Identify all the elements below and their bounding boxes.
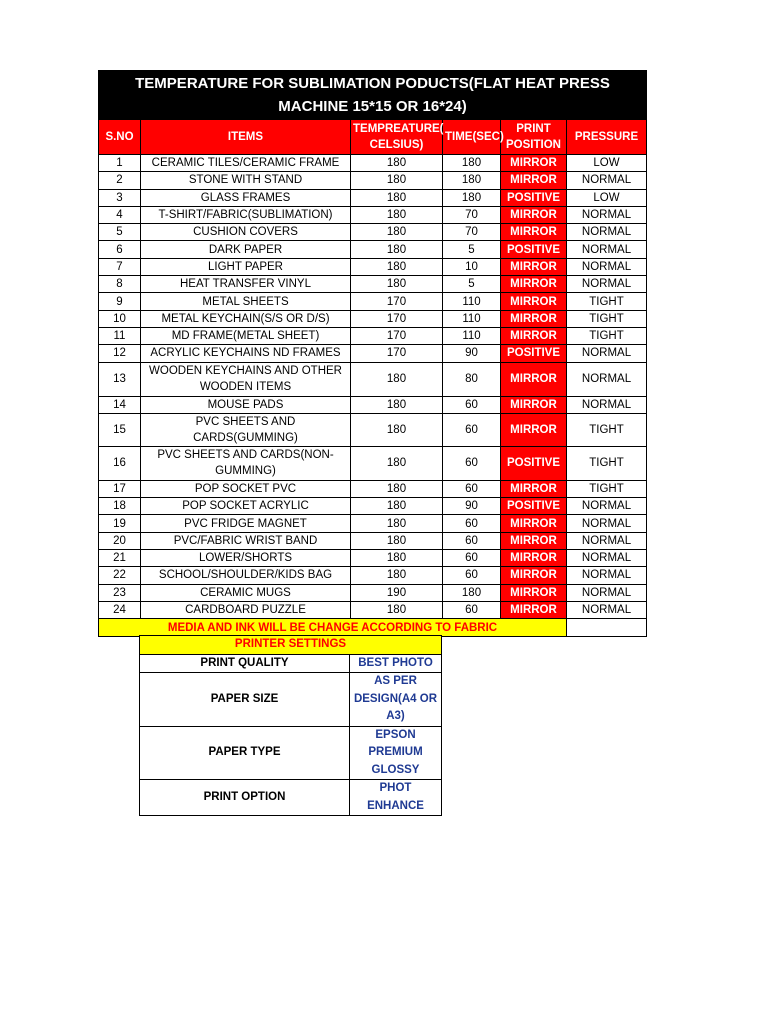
table-row — [99, 206, 647, 223]
header-print-position: PRINT POSITION — [501, 120, 567, 155]
cell-temperature: 170 — [351, 293, 443, 310]
cell-sno: 11 — [99, 327, 141, 344]
cell-pressure: NORMAL — [567, 241, 647, 258]
cell-item: PVC/FABRIC WRIST BAND — [141, 532, 351, 549]
cell-temperature: 180 — [351, 241, 443, 258]
cell-print-position: MIRROR — [501, 413, 567, 446]
cell-item: PVC SHEETS AND CARDS(GUMMING) — [141, 413, 351, 446]
setting-value: AS PER DESIGN(A4 OR A3) — [350, 673, 442, 727]
setting-value: BEST PHOTO — [350, 654, 442, 673]
setting-value: PHOT ENHANCE — [350, 780, 442, 816]
cell-temperature: 180 — [351, 396, 443, 413]
cell-item: SCHOOL/SHOULDER/KIDS BAG — [141, 567, 351, 584]
cell-print-position: MIRROR — [501, 276, 567, 293]
cell-item: METAL KEYCHAIN(S/S OR D/S) — [141, 310, 351, 327]
table-row — [99, 155, 647, 172]
cell-print-position: MIRROR — [501, 362, 567, 396]
header-temperature: TEMPREATURE( CELSIUS) — [351, 120, 443, 155]
cell-print-position: MIRROR — [501, 601, 567, 618]
cell-print-position: POSITIVE — [501, 345, 567, 362]
header-pressure: PRESSURE — [567, 120, 647, 155]
cell-time: 180 — [443, 172, 501, 189]
cell-pressure: NORMAL — [567, 601, 647, 618]
cell-print-position: MIRROR — [501, 310, 567, 327]
cell-print-position: MIRROR — [501, 224, 567, 241]
header-sno: S.NO — [99, 120, 141, 155]
sublimation-sheet — [98, 70, 646, 637]
cell-sno: 3 — [99, 189, 141, 206]
cell-time: 90 — [443, 498, 501, 515]
cell-pressure: TIGHT — [567, 446, 647, 480]
cell-sno: 22 — [99, 567, 141, 584]
cell-sno: 6 — [99, 241, 141, 258]
cell-item: ACRYLIC KEYCHAINS ND FRAMES — [141, 345, 351, 362]
cell-temperature: 180 — [351, 189, 443, 206]
cell-pressure: TIGHT — [567, 327, 647, 344]
cell-pressure: NORMAL — [567, 345, 647, 362]
cell-print-position: MIRROR — [501, 532, 567, 549]
cell-time: 180 — [443, 155, 501, 172]
cell-sno: 23 — [99, 584, 141, 601]
cell-item: LIGHT PAPER — [141, 258, 351, 275]
table-row — [99, 567, 647, 584]
column-header-row — [99, 120, 647, 155]
cell-pressure: NORMAL — [567, 206, 647, 223]
cell-item: METAL SHEETS — [141, 293, 351, 310]
printer-settings-title: PRINTER SETTINGS — [140, 636, 442, 655]
cell-pressure: NORMAL — [567, 172, 647, 189]
cell-time: 60 — [443, 413, 501, 446]
cell-time: 70 — [443, 224, 501, 241]
cell-sno: 10 — [99, 310, 141, 327]
cell-pressure: NORMAL — [567, 567, 647, 584]
printer-settings-table — [139, 635, 442, 816]
cell-sno: 19 — [99, 515, 141, 532]
cell-item: PVC FRIDGE MAGNET — [141, 515, 351, 532]
setting-label: PRINT QUALITY — [140, 654, 350, 673]
header-items: ITEMS — [141, 120, 351, 155]
table-row — [99, 362, 647, 396]
cell-item: DARK PAPER — [141, 241, 351, 258]
cell-time: 10 — [443, 258, 501, 275]
cell-temperature: 180 — [351, 155, 443, 172]
header-time: TIME(SEC) — [443, 120, 501, 155]
table-row — [99, 396, 647, 413]
table-row — [99, 498, 647, 515]
cell-print-position: MIRROR — [501, 293, 567, 310]
cell-item: CERAMIC MUGS — [141, 584, 351, 601]
cell-item: POP SOCKET ACRYLIC — [141, 498, 351, 515]
table-row — [99, 276, 647, 293]
settings-row — [140, 673, 442, 727]
cell-temperature: 180 — [351, 276, 443, 293]
cell-time: 60 — [443, 446, 501, 480]
cell-print-position: MIRROR — [501, 550, 567, 567]
table-row — [99, 327, 647, 344]
cell-pressure: NORMAL — [567, 224, 647, 241]
cell-time: 60 — [443, 515, 501, 532]
cell-temperature: 180 — [351, 224, 443, 241]
cell-sno: 20 — [99, 532, 141, 549]
cell-sno: 12 — [99, 345, 141, 362]
table-row — [99, 241, 647, 258]
cell-sno: 2 — [99, 172, 141, 189]
cell-temperature: 180 — [351, 446, 443, 480]
cell-pressure: NORMAL — [567, 362, 647, 396]
cell-item: GLASS FRAMES — [141, 189, 351, 206]
cell-item: MOUSE PADS — [141, 396, 351, 413]
cell-print-position: POSITIVE — [501, 189, 567, 206]
table-row — [99, 293, 647, 310]
cell-pressure: TIGHT — [567, 480, 647, 497]
cell-pressure: LOW — [567, 189, 647, 206]
setting-label: PAPER SIZE — [140, 673, 350, 727]
cell-print-position: MIRROR — [501, 480, 567, 497]
table-row — [99, 345, 647, 362]
cell-pressure: NORMAL — [567, 584, 647, 601]
cell-temperature: 170 — [351, 310, 443, 327]
cell-print-position: MIRROR — [501, 206, 567, 223]
cell-pressure: NORMAL — [567, 258, 647, 275]
sublimation-temperature-table — [98, 70, 647, 637]
cell-time: 60 — [443, 567, 501, 584]
cell-pressure: NORMAL — [567, 550, 647, 567]
table-row — [99, 515, 647, 532]
cell-pressure: NORMAL — [567, 515, 647, 532]
table-row — [99, 532, 647, 549]
cell-sno: 9 — [99, 293, 141, 310]
cell-temperature: 180 — [351, 498, 443, 515]
table-title: TEMPERATURE FOR SUBLIMATION PODUCTS(FLAT HEAT PRESS MACHINE 15*15 OR 16*24) — [99, 71, 647, 120]
settings-row — [140, 654, 442, 673]
cell-print-position: MIRROR — [501, 327, 567, 344]
cell-pressure: NORMAL — [567, 532, 647, 549]
cell-time: 80 — [443, 362, 501, 396]
table-row — [99, 224, 647, 241]
cell-sno: 13 — [99, 362, 141, 396]
cell-temperature: 180 — [351, 532, 443, 549]
cell-pressure: NORMAL — [567, 498, 647, 515]
cell-sno: 7 — [99, 258, 141, 275]
cell-print-position: POSITIVE — [501, 241, 567, 258]
cell-temperature: 180 — [351, 413, 443, 446]
cell-time: 5 — [443, 276, 501, 293]
cell-sno: 15 — [99, 413, 141, 446]
cell-temperature: 180 — [351, 567, 443, 584]
cell-time: 110 — [443, 310, 501, 327]
table-row — [99, 584, 647, 601]
cell-item: PVC SHEETS AND CARDS(NON-GUMMING) — [141, 446, 351, 480]
cell-temperature: 180 — [351, 206, 443, 223]
cell-item: WOODEN KEYCHAINS AND OTHER WOODEN ITEMS — [141, 362, 351, 396]
setting-value: EPSON PREMIUM GLOSSY — [350, 726, 442, 780]
cell-item: HEAT TRANSFER VINYL — [141, 276, 351, 293]
cell-time: 60 — [443, 550, 501, 567]
table-row — [99, 310, 647, 327]
cell-sno: 14 — [99, 396, 141, 413]
cell-print-position: POSITIVE — [501, 446, 567, 480]
cell-temperature: 180 — [351, 480, 443, 497]
table-row — [99, 172, 647, 189]
cell-time: 5 — [443, 241, 501, 258]
table-body — [99, 155, 647, 619]
setting-label: PRINT OPTION — [140, 780, 350, 816]
cell-item: T-SHIRT/FABRIC(SUBLIMATION) — [141, 206, 351, 223]
cell-time: 70 — [443, 206, 501, 223]
settings-row — [140, 780, 442, 816]
cell-temperature: 180 — [351, 550, 443, 567]
cell-print-position: MIRROR — [501, 396, 567, 413]
cell-time: 60 — [443, 532, 501, 549]
fabric-note: MEDIA AND INK WILL BE CHANGE ACCORDING TO FABRIC — [99, 619, 567, 637]
table-row — [99, 480, 647, 497]
cell-time: 110 — [443, 293, 501, 310]
cell-time: 110 — [443, 327, 501, 344]
table-row — [99, 550, 647, 567]
cell-pressure: LOW — [567, 155, 647, 172]
cell-time: 60 — [443, 480, 501, 497]
cell-temperature: 170 — [351, 327, 443, 344]
cell-sno: 21 — [99, 550, 141, 567]
cell-print-position: MIRROR — [501, 155, 567, 172]
cell-print-position: MIRROR — [501, 515, 567, 532]
cell-temperature: 180 — [351, 362, 443, 396]
cell-temperature: 190 — [351, 584, 443, 601]
printer-settings-body — [140, 654, 442, 816]
cell-pressure: NORMAL — [567, 276, 647, 293]
cell-sno: 17 — [99, 480, 141, 497]
cell-time: 180 — [443, 189, 501, 206]
cell-pressure: NORMAL — [567, 396, 647, 413]
cell-print-position: MIRROR — [501, 584, 567, 601]
cell-time: 180 — [443, 584, 501, 601]
table-row — [99, 446, 647, 480]
cell-print-position: MIRROR — [501, 258, 567, 275]
cell-sno: 1 — [99, 155, 141, 172]
table-row — [99, 189, 647, 206]
cell-temperature: 180 — [351, 258, 443, 275]
table-row — [99, 258, 647, 275]
note-blank-cell — [567, 619, 647, 637]
cell-sno: 24 — [99, 601, 141, 618]
cell-temperature: 180 — [351, 601, 443, 618]
settings-row — [140, 726, 442, 780]
cell-sno: 8 — [99, 276, 141, 293]
cell-item: STONE WITH STAND — [141, 172, 351, 189]
cell-time: 60 — [443, 396, 501, 413]
cell-temperature: 180 — [351, 172, 443, 189]
table-row — [99, 413, 647, 446]
cell-item: CUSHION COVERS — [141, 224, 351, 241]
cell-time: 90 — [443, 345, 501, 362]
cell-item: CARDBOARD PUZZLE — [141, 601, 351, 618]
cell-item: MD FRAME(METAL SHEET) — [141, 327, 351, 344]
cell-pressure: TIGHT — [567, 413, 647, 446]
cell-item: LOWER/SHORTS — [141, 550, 351, 567]
cell-pressure: TIGHT — [567, 293, 647, 310]
cell-sno: 18 — [99, 498, 141, 515]
cell-item: POP SOCKET PVC — [141, 480, 351, 497]
cell-item: CERAMIC TILES/CERAMIC FRAME — [141, 155, 351, 172]
table-row — [99, 601, 647, 618]
cell-print-position: MIRROR — [501, 567, 567, 584]
cell-time: 60 — [443, 601, 501, 618]
cell-temperature: 170 — [351, 345, 443, 362]
cell-print-position: MIRROR — [501, 172, 567, 189]
cell-temperature: 180 — [351, 515, 443, 532]
cell-pressure: TIGHT — [567, 310, 647, 327]
cell-sno: 16 — [99, 446, 141, 480]
cell-print-position: POSITIVE — [501, 498, 567, 515]
cell-sno: 5 — [99, 224, 141, 241]
setting-label: PAPER TYPE — [140, 726, 350, 780]
cell-sno: 4 — [99, 206, 141, 223]
